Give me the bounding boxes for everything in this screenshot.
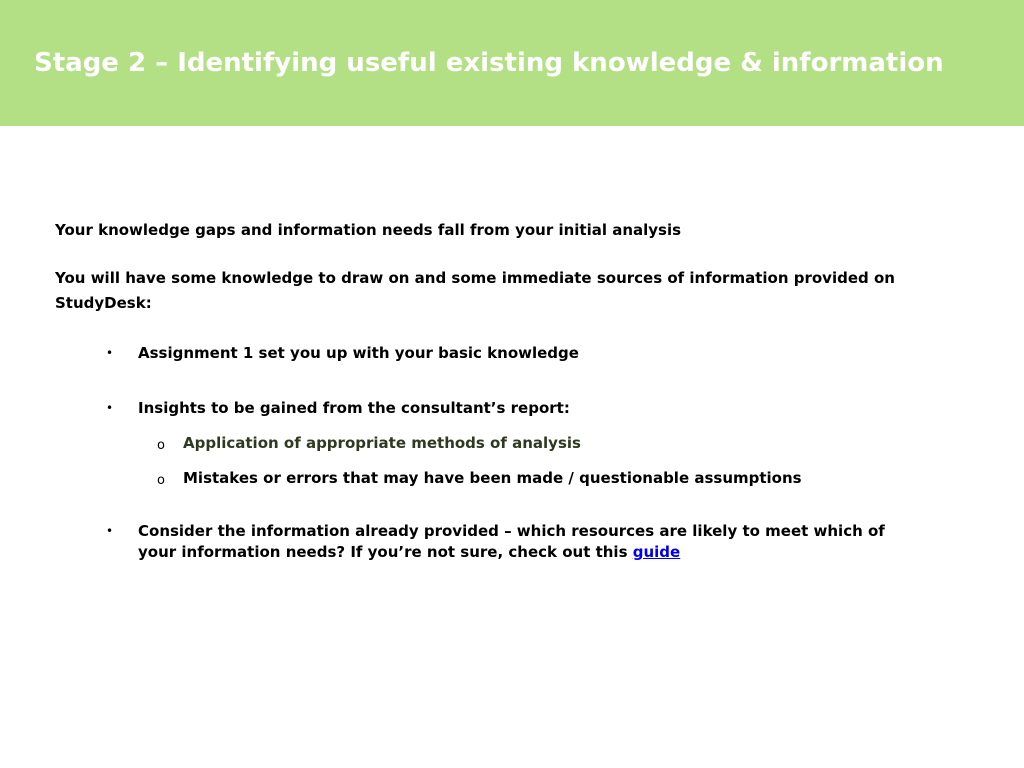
- sub-bullet-text: Application of appropriate methods of analysis: [183, 434, 581, 452]
- slide-title: Stage 2 – Identifying useful existing knowledge & information: [34, 48, 944, 78]
- sub-bullet-item-mistakes: [157, 468, 943, 489]
- bullet-item-assignment: [106, 343, 918, 364]
- bullet-marker: •: [106, 524, 114, 538]
- sources-paragraph: You will have some knowledge to draw on and some immediate sources of information provided on StudyDesk:: [55, 269, 895, 312]
- sub-bullet-marker: o: [157, 438, 165, 453]
- bullet-text: Assignment 1 set you up with your basic knowledge: [138, 344, 579, 362]
- guide-link[interactable]: guide: [632, 543, 681, 561]
- bullet-item-consider: [106, 521, 918, 563]
- sub-bullet-text: Mistakes or errors that may have been made / questionable assumptions: [183, 469, 802, 487]
- sub-bullet-item-methods: [157, 433, 943, 454]
- bullet-marker: •: [106, 346, 114, 360]
- bullet-item-insights: [106, 398, 918, 419]
- bullet-marker: •: [106, 401, 114, 415]
- title-banner: [0, 0, 1024, 126]
- bullet-text: Consider the information already provided – which resources are likely to meet which of your information needs? If you’re not sure, check out this: [138, 522, 885, 561]
- intro-paragraph: Your knowledge gaps and information needs fall from your initial analysis: [55, 221, 682, 239]
- bullet-text: Insights to be gained from the consultant’s report:: [138, 399, 570, 417]
- sub-bullet-marker: o: [157, 473, 165, 488]
